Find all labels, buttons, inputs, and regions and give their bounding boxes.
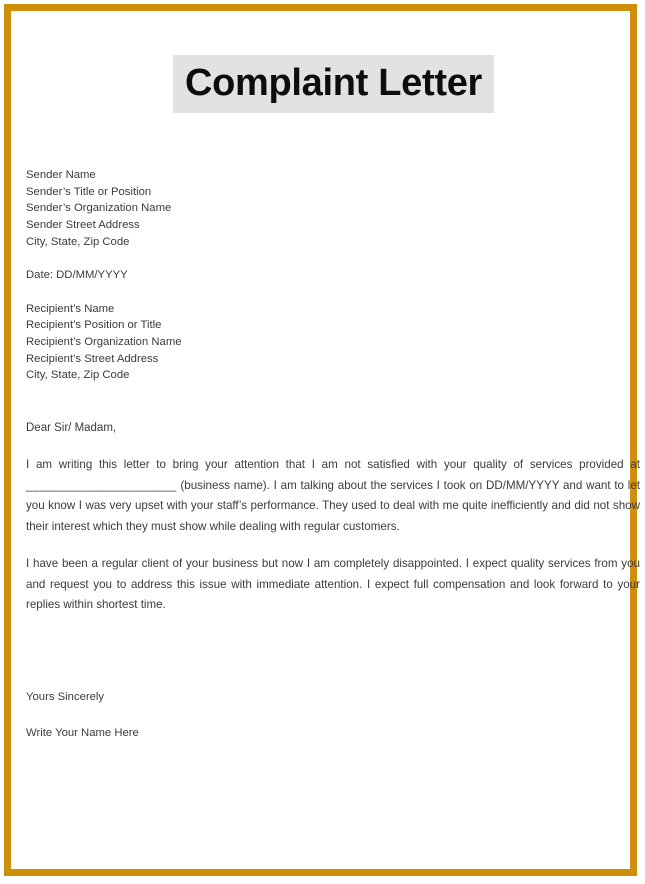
sender-title: Sender’s Title or Position xyxy=(26,185,152,198)
date-block xyxy=(22,267,645,284)
sender-city-state-zip: City, State, Zip Code xyxy=(26,235,130,248)
decorative-border-frame xyxy=(4,4,640,876)
body-paragraph-1 xyxy=(22,455,645,537)
business-name-blank: ______________________ xyxy=(26,478,177,492)
recipient-name: Recipient’s Name xyxy=(26,302,115,315)
sender-name: Sender Name xyxy=(26,169,96,182)
recipient-address-block xyxy=(22,301,645,384)
body-paragraph-2: I have been a regular client of your business but now I am completely disappointed. I expect quality services from you and request you to address this issue with immediate attention. I expect full compensation and look forward to your replies within shortest time. xyxy=(26,557,640,612)
body-paragraph-1-text-before-blank: I am writing this letter to bring your attention that I am not satisfied with your quality of services provided at xyxy=(26,458,640,472)
sender-organization: Sender’s Organization Name xyxy=(26,202,172,215)
recipient-organization: Recipient’s Organization Name xyxy=(26,335,182,348)
body-paragraph-1-text-after-blank: (business name). I am talking about the services I took on DD/MM/YYYY and want to let you know I was very upset with your staff’s performance. They used to deal with me quite inefficiently and did not show their interest which they must show while dealing with regular customers. xyxy=(26,478,640,533)
page-title: Complaint Letter xyxy=(173,55,494,113)
sender-street-address: Sender Street Address xyxy=(26,218,140,231)
recipient-title: Recipient’s Position or Title xyxy=(26,319,162,332)
letter-sheet xyxy=(22,22,645,880)
recipient-street-address: Recipient’s Street Address xyxy=(26,352,159,365)
salutation: Dear Sir/ Madam, xyxy=(26,421,117,434)
sender-address-block xyxy=(22,167,645,250)
date-line: Date: DD/MM/YYYY xyxy=(26,269,128,282)
closing-line: Yours Sincerely xyxy=(26,690,105,703)
signature-name-placeholder: Write Your Name Here xyxy=(26,727,139,740)
recipient-city-state-zip: City, State, Zip Code xyxy=(26,369,130,382)
page-title-container xyxy=(22,55,645,113)
